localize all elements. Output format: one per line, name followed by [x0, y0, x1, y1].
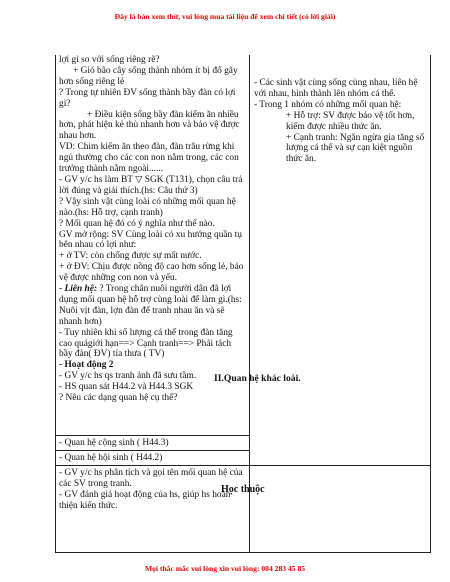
text-line: + Điều kiện sống bầy đàn kiếm ăn nhiều hơn, phát hiện kẻ thù nhanh hơn và bảo vệ được nhau hơn.: [59, 109, 240, 142]
text-line: - GV đánh giá hoạt động của hs, giúp hs hoàn thiện kiến thức.: [59, 489, 231, 511]
text-line: - GV y/c hs phân tích và gọi tên mối quan hệ của các SV trong tranh.: [59, 468, 243, 489]
text-line: + ở TV: còn chống được sự mất nước.: [59, 251, 202, 262]
text-line: + Cạnh tranh: Ngăn ngừa gia tăng số lượng cá thể và sự cạn kiệt nguồn thức ăn.: [286, 132, 425, 165]
left-column-top: [59, 55, 245, 404]
table-border-bottom: [55, 552, 431, 553]
contact-banner: Mọi thắc mắc vui lòng xin vui lòng: 084 283 45 85: [144, 564, 306, 573]
table-column-divider: [249, 55, 250, 553]
left-relation-2: - Quan hệ hội sinh ( H44.2): [59, 453, 163, 463]
text-line: VD: Chim kiếm ăn theo đàn, đàn trâu rừng khi ngủ thường cho các con non nằm trong, các con trưởng thành nằm ngoài......: [59, 142, 239, 175]
preview-banner: Đây là bản xem thử, vui lòng mua tài liệu để xem chi tiết (có lời giải): [114, 12, 336, 21]
text-line: [59, 284, 245, 328]
lien-he-label: - Liên hệ:: [59, 284, 98, 295]
text-line: ? Mối quan hệ đó có ý nghĩa như thế nào.: [59, 218, 215, 229]
left-column-bottom: [59, 468, 245, 512]
right-column-top: [254, 78, 426, 165]
text-line: GV mở rộng: SV Cùng loài có xu hướng quần tụ bên nhau có lợi như:: [59, 229, 242, 251]
lesson-table: [55, 55, 431, 553]
text-line: lợi gì so với sống riêng rẽ?: [59, 55, 160, 65]
table-border-left: [55, 55, 56, 553]
text-line: - Trong 1 nhóm có những mối quan hệ:: [254, 99, 402, 110]
text-line: - HS quan sát H44.2 và H44.3 SGK: [59, 382, 194, 393]
text-line: - Các sinh vật cùng sống cùng nhau, liên hệ với nhau, hình thành lên nhóm cá thể.: [254, 78, 418, 99]
text-line: + ở ĐV: Chịu được nồng độ cao hơn sống lẻ, bảo vệ được những con non và yếu.: [59, 262, 244, 284]
text-line: ? Trong chăn nuôi người dân đã lợi dụng mối quan hệ hỗ trợ cùng loài để làm gì.(hs: Nuôi vịt đàn, lợn đàn để tranh nhau ăn và sẽ nhanh hơn): [59, 284, 242, 327]
left-relation-1: - Quan hệ cộng sinh ( H44.3): [59, 438, 169, 448]
table-row-divider: [55, 465, 431, 466]
text-line: ? Nêu các dạng quan hệ cụ thể?: [59, 393, 178, 404]
text-line: - GV y/c hs làm BT ▽ SGK (T131), chọn câu trả lời đúng và giải thích.(hs: Câu thứ 3): [59, 174, 243, 196]
text-line: + Hỗ trợ: SV được bảo vệ tốt hơn, kiếm được nhiều thức ăn.: [286, 110, 415, 132]
section-heading: II.Quan hệ khác loài.: [214, 373, 301, 384]
table-border-right: [430, 55, 431, 553]
left-cell-underline: [55, 435, 249, 436]
homework-label: Học thuộc: [221, 484, 265, 495]
text-line: ? Vậy sinh vật cùng loài có những mối quan hệ nào.(hs: Hỗ trợ, cạnh tranh): [59, 196, 236, 218]
text-line: ? Trong tự nhiên ĐV sống thành bầy đàn có lợi gì?: [59, 87, 236, 109]
text-line: - Tuy nhiên khi số lượng cá thể trong đàn tăng cao quágiới hạn==> Cạnh tranh==> Phải tách bầy đàn( ĐV) tỉa thưa ( TV): [59, 327, 233, 360]
activity-heading: - Hoạt động 2: [59, 360, 114, 371]
text-line: + Gió bão cây sống thành nhóm ít bị đổ gãy hơn sống riêng lẻ: [59, 65, 238, 87]
left-cell-underline: [55, 450, 249, 451]
text-line: - GV y/c hs qs tranh ảnh đã sưu tầm.: [59, 371, 197, 382]
